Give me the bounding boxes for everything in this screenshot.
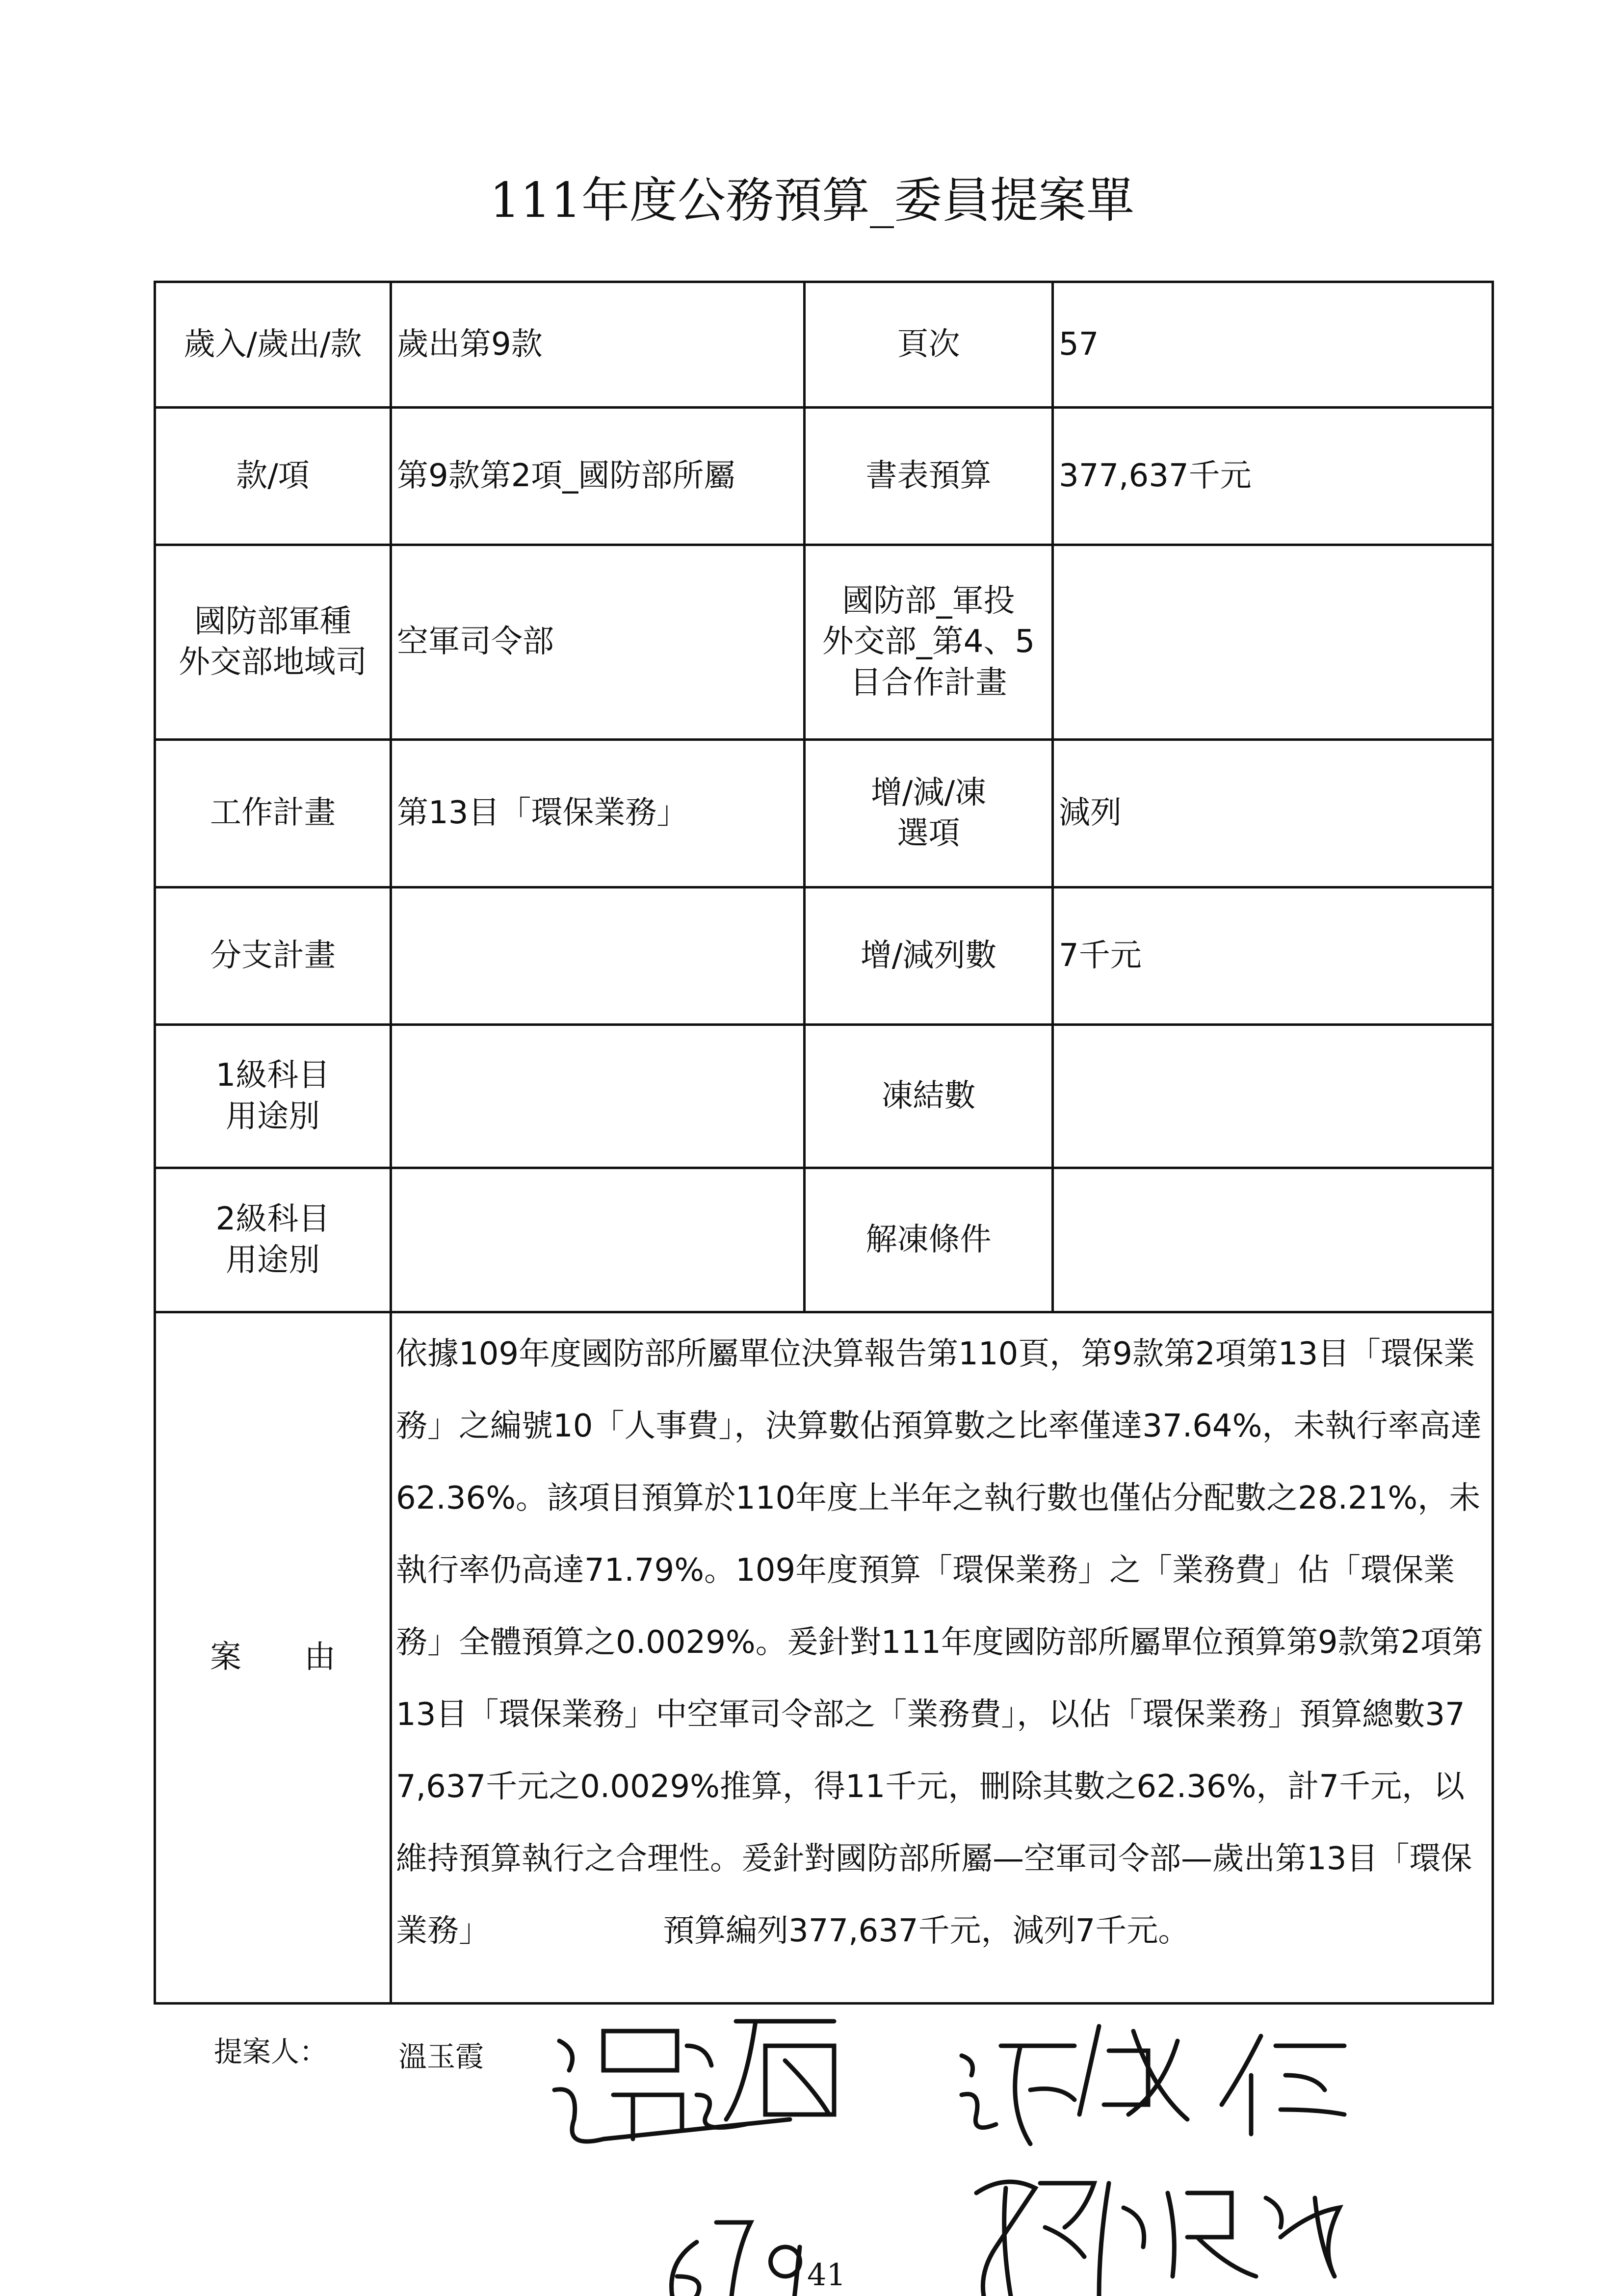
proposer-label: 提案人：: [214, 2035, 328, 2068]
page-title: 111年度公務預算_委員提案單: [489, 173, 1135, 229]
field-label: 款/項: [155, 408, 391, 545]
field-value: 第9款第2項_國防部所屬: [391, 408, 805, 545]
field-label: 分支計畫: [155, 887, 391, 1025]
field-label: 頁次: [805, 282, 1053, 408]
field-label: 1級科目 用途別: [155, 1025, 391, 1168]
signature-1: [554, 2021, 834, 2141]
field-value: 歲出第9款: [391, 282, 805, 408]
field-value: 第13目「環保業務」: [391, 740, 805, 887]
field-label: 書表預算: [805, 408, 1053, 545]
field-value: 377,637千元: [1053, 408, 1493, 545]
field-label: 國防部軍種 外交部地域司: [155, 545, 391, 740]
field-value: 7千元: [1053, 887, 1493, 1025]
field-label: 國防部_軍投 外交部_第4、5 目合作計畫: [805, 545, 1053, 740]
field-label: 工作計畫: [155, 740, 391, 887]
reason-text: 依據109年度國防部所屬單位決算報告第110頁，第9款第2項第13目「環保業務」之編號10「人事費」，決算數佔預算數之比率僅達37.64%，未執行率高達62.36%。該項目預算於110年度上半年之執行數也僅佔分配數之28.21%，未執行率仍高達71.79%。109年度預算「環保業務」之「業務費」佔「環保業務」全體預算之0.0029%。爰針對111年度國防部所屬單位預算第9款第2項第13目「環保業務」中空軍司令部之「業務費」，以佔「環保業務」預算總數377,637千元之0.0029%推算，得11千元，刪除其數之62.36%，計7千元，以維持預算執行之合理性。爰針對國防部所屬—空軍司令部—歲出第13目「環保業務」 預算編列377,637千元，減列7千元。: [391, 1312, 1493, 2004]
field-value: 空軍司令部: [391, 545, 805, 740]
field-label: 2級科目 用途別: [155, 1168, 391, 1312]
signature-2: [962, 2026, 1344, 2144]
field-value: 減列: [1053, 740, 1493, 887]
page-number: 41: [807, 2257, 846, 2293]
handwritten-number-679: [672, 2222, 800, 2296]
signature-3: [976, 2182, 1339, 2296]
field-value: 57: [1053, 282, 1493, 408]
field-label: 增/減列數: [805, 887, 1053, 1025]
field-label: 歲入/歲出/款: [155, 282, 391, 408]
proposer-name: 溫玉霞: [398, 2040, 484, 2073]
field-label: 增/減/凍 選項: [805, 740, 1053, 887]
field-label: 凍結數: [805, 1025, 1053, 1168]
field-label: 解凍條件: [805, 1168, 1053, 1312]
reason-label: 案 由: [155, 1312, 391, 2004]
